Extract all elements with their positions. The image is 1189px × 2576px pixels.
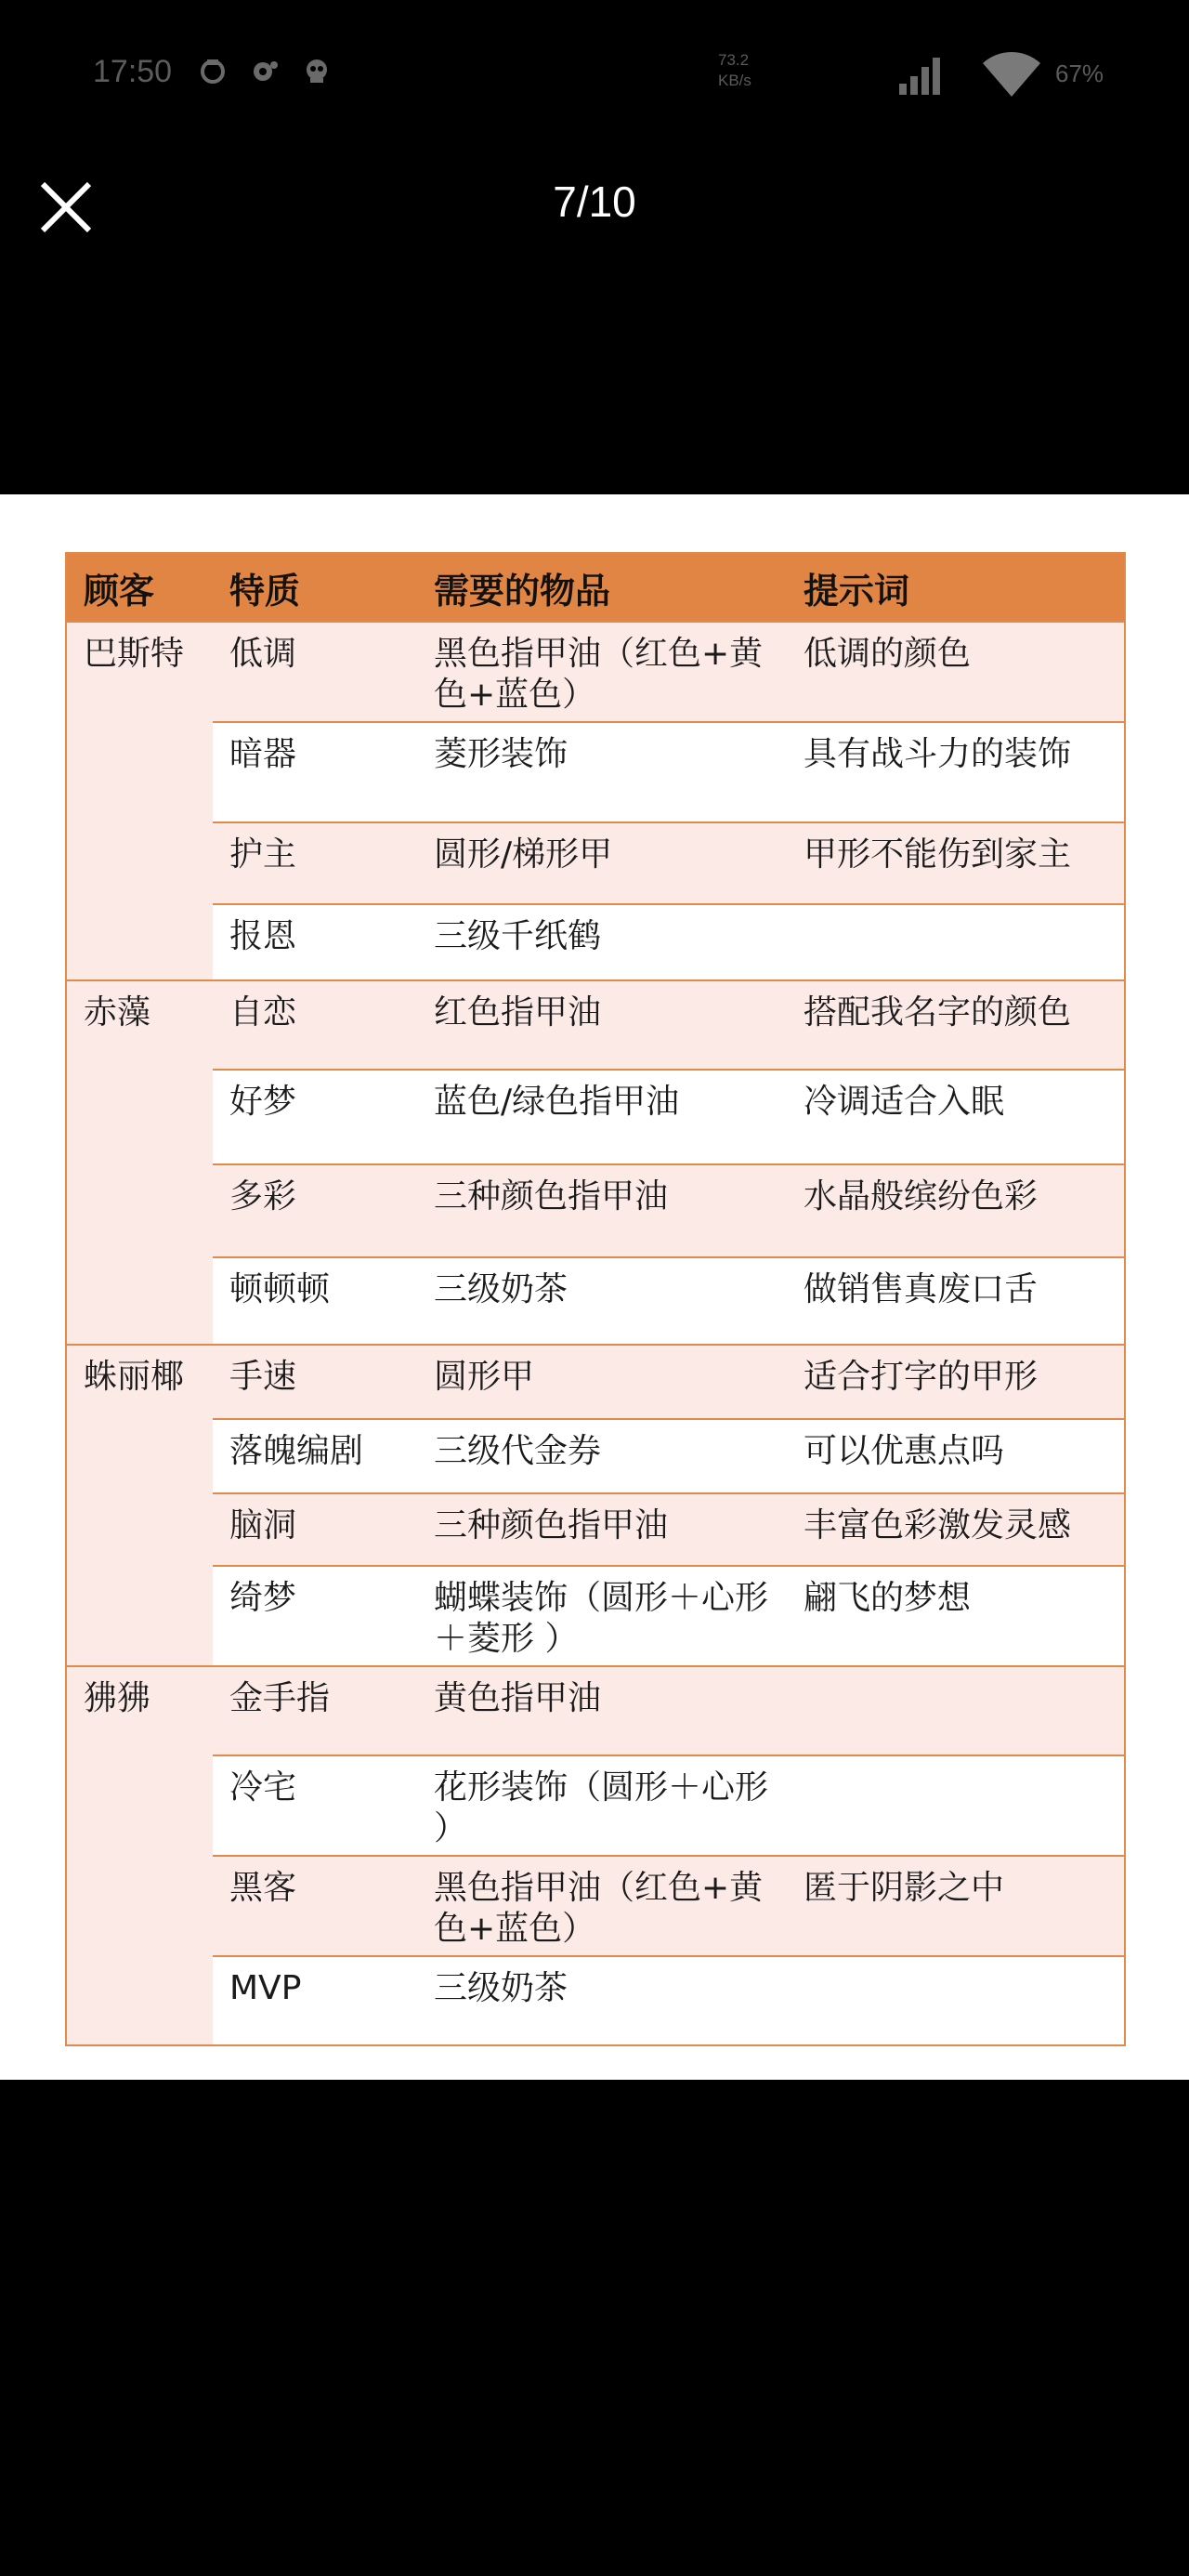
table-row (66, 722, 1125, 822)
item-cell: 红色指甲油 (417, 980, 787, 1070)
hint-cell: 翩飞的梦想 (787, 1566, 1125, 1666)
trait-cell: 报恩 (213, 904, 417, 980)
table-row (66, 1493, 1125, 1566)
hint-cell: 具有战斗力的装饰 (787, 722, 1125, 822)
item-cell: 菱形装饰 (417, 722, 787, 822)
table-row (66, 904, 1125, 980)
image-counter: 7/10 (553, 177, 636, 226)
customer-cell: 巴斯特 (66, 622, 213, 980)
hint-cell: 水晶般缤纷色彩 (787, 1164, 1125, 1257)
header-trait: 特质 (213, 553, 417, 622)
battery-percent: 67% (1055, 59, 1104, 87)
status-bar (0, 0, 1189, 149)
item-cell: 花形装饰（圆形＋心形 ） (417, 1755, 787, 1856)
trait-cell: 黑客 (213, 1856, 417, 1956)
app-notification-icon (301, 58, 333, 85)
item-cell: 三种颜色指甲油 (417, 1164, 787, 1257)
table-row (66, 1419, 1125, 1493)
hint-cell (787, 1755, 1125, 1856)
item-cell: 三级奶茶 (417, 1956, 787, 2045)
customer-cell: 狒狒 (66, 1666, 213, 2045)
trait-cell: 自恋 (213, 980, 417, 1070)
table-row (66, 1345, 1125, 1419)
item-cell: 圆形甲 (417, 1345, 787, 1419)
table-row (66, 1164, 1125, 1257)
hint-cell: 冷调适合入眠 (787, 1070, 1125, 1164)
wifi-icon (979, 46, 1044, 99)
network-speed (718, 50, 751, 91)
customer-table (65, 552, 1126, 2046)
item-cell: 三级千纸鹤 (417, 904, 787, 980)
item-cell: 蝴蝶装饰（圆形＋心形＋菱形 ） (417, 1566, 787, 1666)
table-row (66, 622, 1125, 722)
table-row (66, 1070, 1125, 1164)
table-header-row (66, 553, 1125, 622)
item-cell: 三级奶茶 (417, 1257, 787, 1345)
table-row (66, 1956, 1125, 2045)
trait-cell: 脑洞 (213, 1493, 417, 1566)
image-panel (0, 494, 1189, 2080)
table-row (66, 1856, 1125, 1956)
trait-cell: 金手指 (213, 1666, 417, 1755)
item-cell: 圆形/梯形甲 (417, 822, 787, 904)
net-speed-value: 73.2 (718, 51, 750, 69)
item-cell: 黄色指甲油 (417, 1666, 787, 1755)
item-cell: 三种颜色指甲油 (417, 1493, 787, 1566)
table-row (66, 1257, 1125, 1345)
header-hint: 提示词 (787, 553, 1125, 622)
trait-cell: 多彩 (213, 1164, 417, 1257)
item-cell: 黑色指甲油（红色+黄色+蓝色） (417, 622, 787, 722)
header-customer: 顾客 (66, 553, 213, 622)
notification-icons (197, 58, 333, 85)
close-icon[interactable] (37, 178, 95, 236)
hint-cell: 低调的颜色 (787, 622, 1125, 722)
hint-cell: 丰富色彩激发灵感 (787, 1493, 1125, 1566)
item-cell: 蓝色/绿色指甲油 (417, 1070, 787, 1164)
net-speed-unit: KB/s (718, 72, 751, 89)
trait-cell: 暗器 (213, 722, 417, 822)
hint-cell: 甲形不能伤到家主 (787, 822, 1125, 904)
table-row (66, 1755, 1125, 1856)
header-item: 需要的物品 (417, 553, 787, 622)
trait-cell: 顿顿顿 (213, 1257, 417, 1345)
hint-cell: 适合打字的甲形 (787, 1345, 1125, 1419)
table-row (66, 1666, 1125, 1755)
trait-cell: 绮梦 (213, 1566, 417, 1666)
table-row (66, 1566, 1125, 1666)
customer-cell: 赤藻 (66, 980, 213, 1345)
trait-cell: 手速 (213, 1345, 417, 1419)
hint-cell (787, 904, 1125, 980)
trait-cell: MVP (213, 1956, 417, 2045)
signal-icon (897, 56, 949, 97)
customer-cell: 蛛丽椰 (66, 1345, 213, 1666)
hint-cell: 搭配我名字的颜色 (787, 980, 1125, 1070)
trait-cell: 护主 (213, 822, 417, 904)
hint-cell: 匿于阴影之中 (787, 1856, 1125, 1956)
hint-cell: 做销售真废口舌 (787, 1257, 1125, 1345)
table-row (66, 980, 1125, 1070)
hint-cell (787, 1666, 1125, 1755)
item-cell: 黑色指甲油（红色+黄色+蓝色） (417, 1856, 787, 1956)
trait-cell: 好梦 (213, 1070, 417, 1164)
app-notification-icon (249, 58, 281, 85)
hint-cell (787, 1956, 1125, 2045)
trait-cell: 冷宅 (213, 1755, 417, 1856)
table-row (66, 822, 1125, 904)
trait-cell: 低调 (213, 622, 417, 722)
status-time: 17:50 (93, 54, 173, 89)
hint-cell: 可以优惠点吗 (787, 1419, 1125, 1493)
item-cell: 三级代金券 (417, 1419, 787, 1493)
app-notification-icon (197, 58, 229, 85)
trait-cell: 落魄编剧 (213, 1419, 417, 1493)
